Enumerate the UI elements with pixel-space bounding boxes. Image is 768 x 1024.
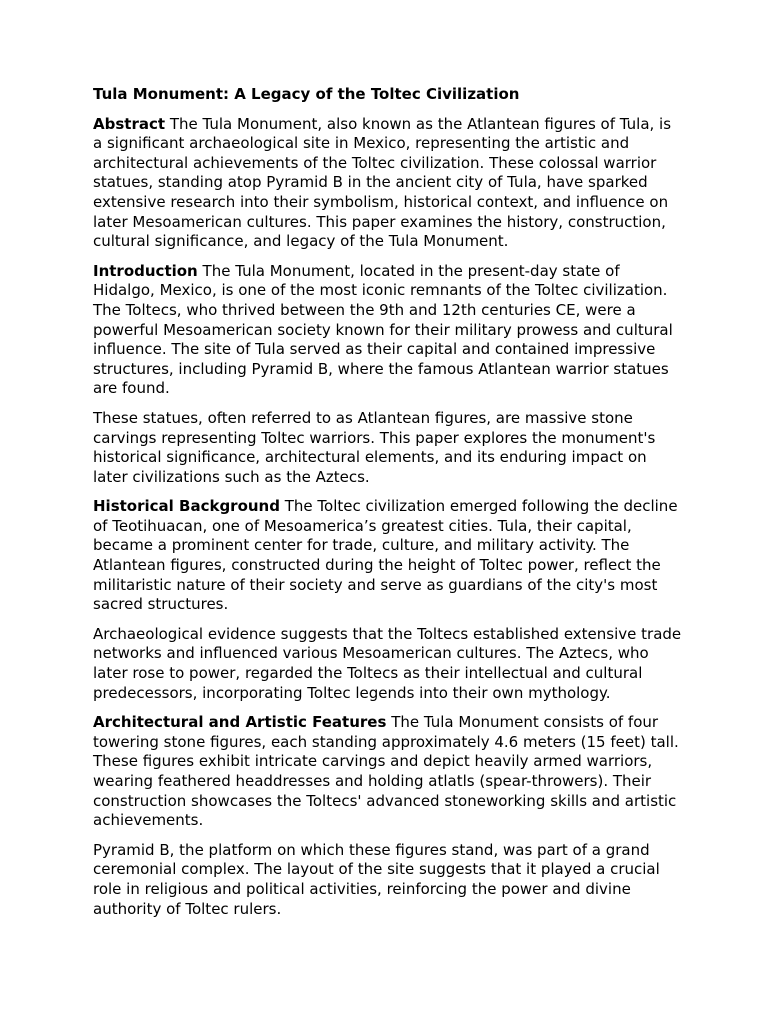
architectural-features-paragraph	[93, 713, 683, 831]
abstract-text: The Tula Monument, also known as the Atlantean figures of Tula, is a significant archaeological site in Mexico, representing the artistic and architectural achievements of the Toltec civilization. These colossal warrior statues, standing atop Pyramid B in the ancient city of Tula, have sparked extensive research into their symbolism, historical context, and influence on later Mesoamerican cultures. This paper examines the history, construction, cultural significance, and legacy of the Tula Monument.	[93, 114, 672, 251]
introduction-paragraph	[93, 262, 683, 399]
historical-background-text: The Toltec civilization emerged following the decline of Teotihuacan, one of Mesoamerica’s greatest cities. Tula, their capital, became a prominent center for trade, culture, and military activity. The Atlantean figures, constructed during the height of Toltec power, reflect the militaristic nature of their society and serve as guardians of the city's most sacred structures.	[93, 497, 678, 614]
architectural-features-heading: Architectural and Artistic Features	[93, 713, 387, 732]
architectural-features-continuation: Pyramid B, the platform on which these figures stand, was part of a grand ceremonial complex. The layout of the site suggests that it played a crucial role in religious and political activities, reinforcing the power and divine authority of Toltec rulers.	[93, 840, 660, 918]
document-title: Tula Monument: A Legacy of the Toltec Civilization	[93, 85, 520, 103]
introduction-text: The Tula Monument, located in the present-day state of Hidalgo, Mexico, is one of the most iconic remnants of the Toltec civilization. The Toltecs, who thrived between the 9th and 12th centuries CE, were a powerful Mesoamerican society known for their military prowess and cultural influence. The site of Tula served as their capital and contained impressive structures, including Pyramid B, where the famous Atlantean warrior statues are found.	[93, 261, 673, 398]
historical-background-paragraph	[93, 497, 683, 615]
abstract-heading: Abstract	[93, 114, 166, 133]
introduction-heading: Introduction	[93, 261, 198, 280]
historical-background-heading: Historical Background	[93, 497, 280, 516]
introduction-continuation: These statues, often referred to as Atlantean figures, are massive stone carvings representing Toltec warriors. This paper explores the monument's historical significance, architectural elements, and its enduring impact on later civilizations such as the Aztecs.	[93, 408, 656, 486]
historical-background-continuation: Archaeological evidence suggests that the Toltecs established extensive trade networks and influenced various Mesoamerican cultures. The Aztecs, who later rose to power, regarded the Toltecs as their intellectual and cultural predecessors, incorporating Toltec legends into their own mythology.	[93, 624, 682, 702]
architectural-features-text: The Tula Monument consists of four towering stone figures, each standing approximately 4.6 meters (15 feet) tall. These figures exhibit intricate carvings and depict heavily armed warriors, wearing feathered headdresses and holding atlatls (spear-throwers). Their construction showcases the Toltecs' advanced stoneworking skills and artistic achievements.	[93, 713, 679, 830]
document-page	[93, 85, 683, 929]
abstract-paragraph	[93, 115, 683, 252]
